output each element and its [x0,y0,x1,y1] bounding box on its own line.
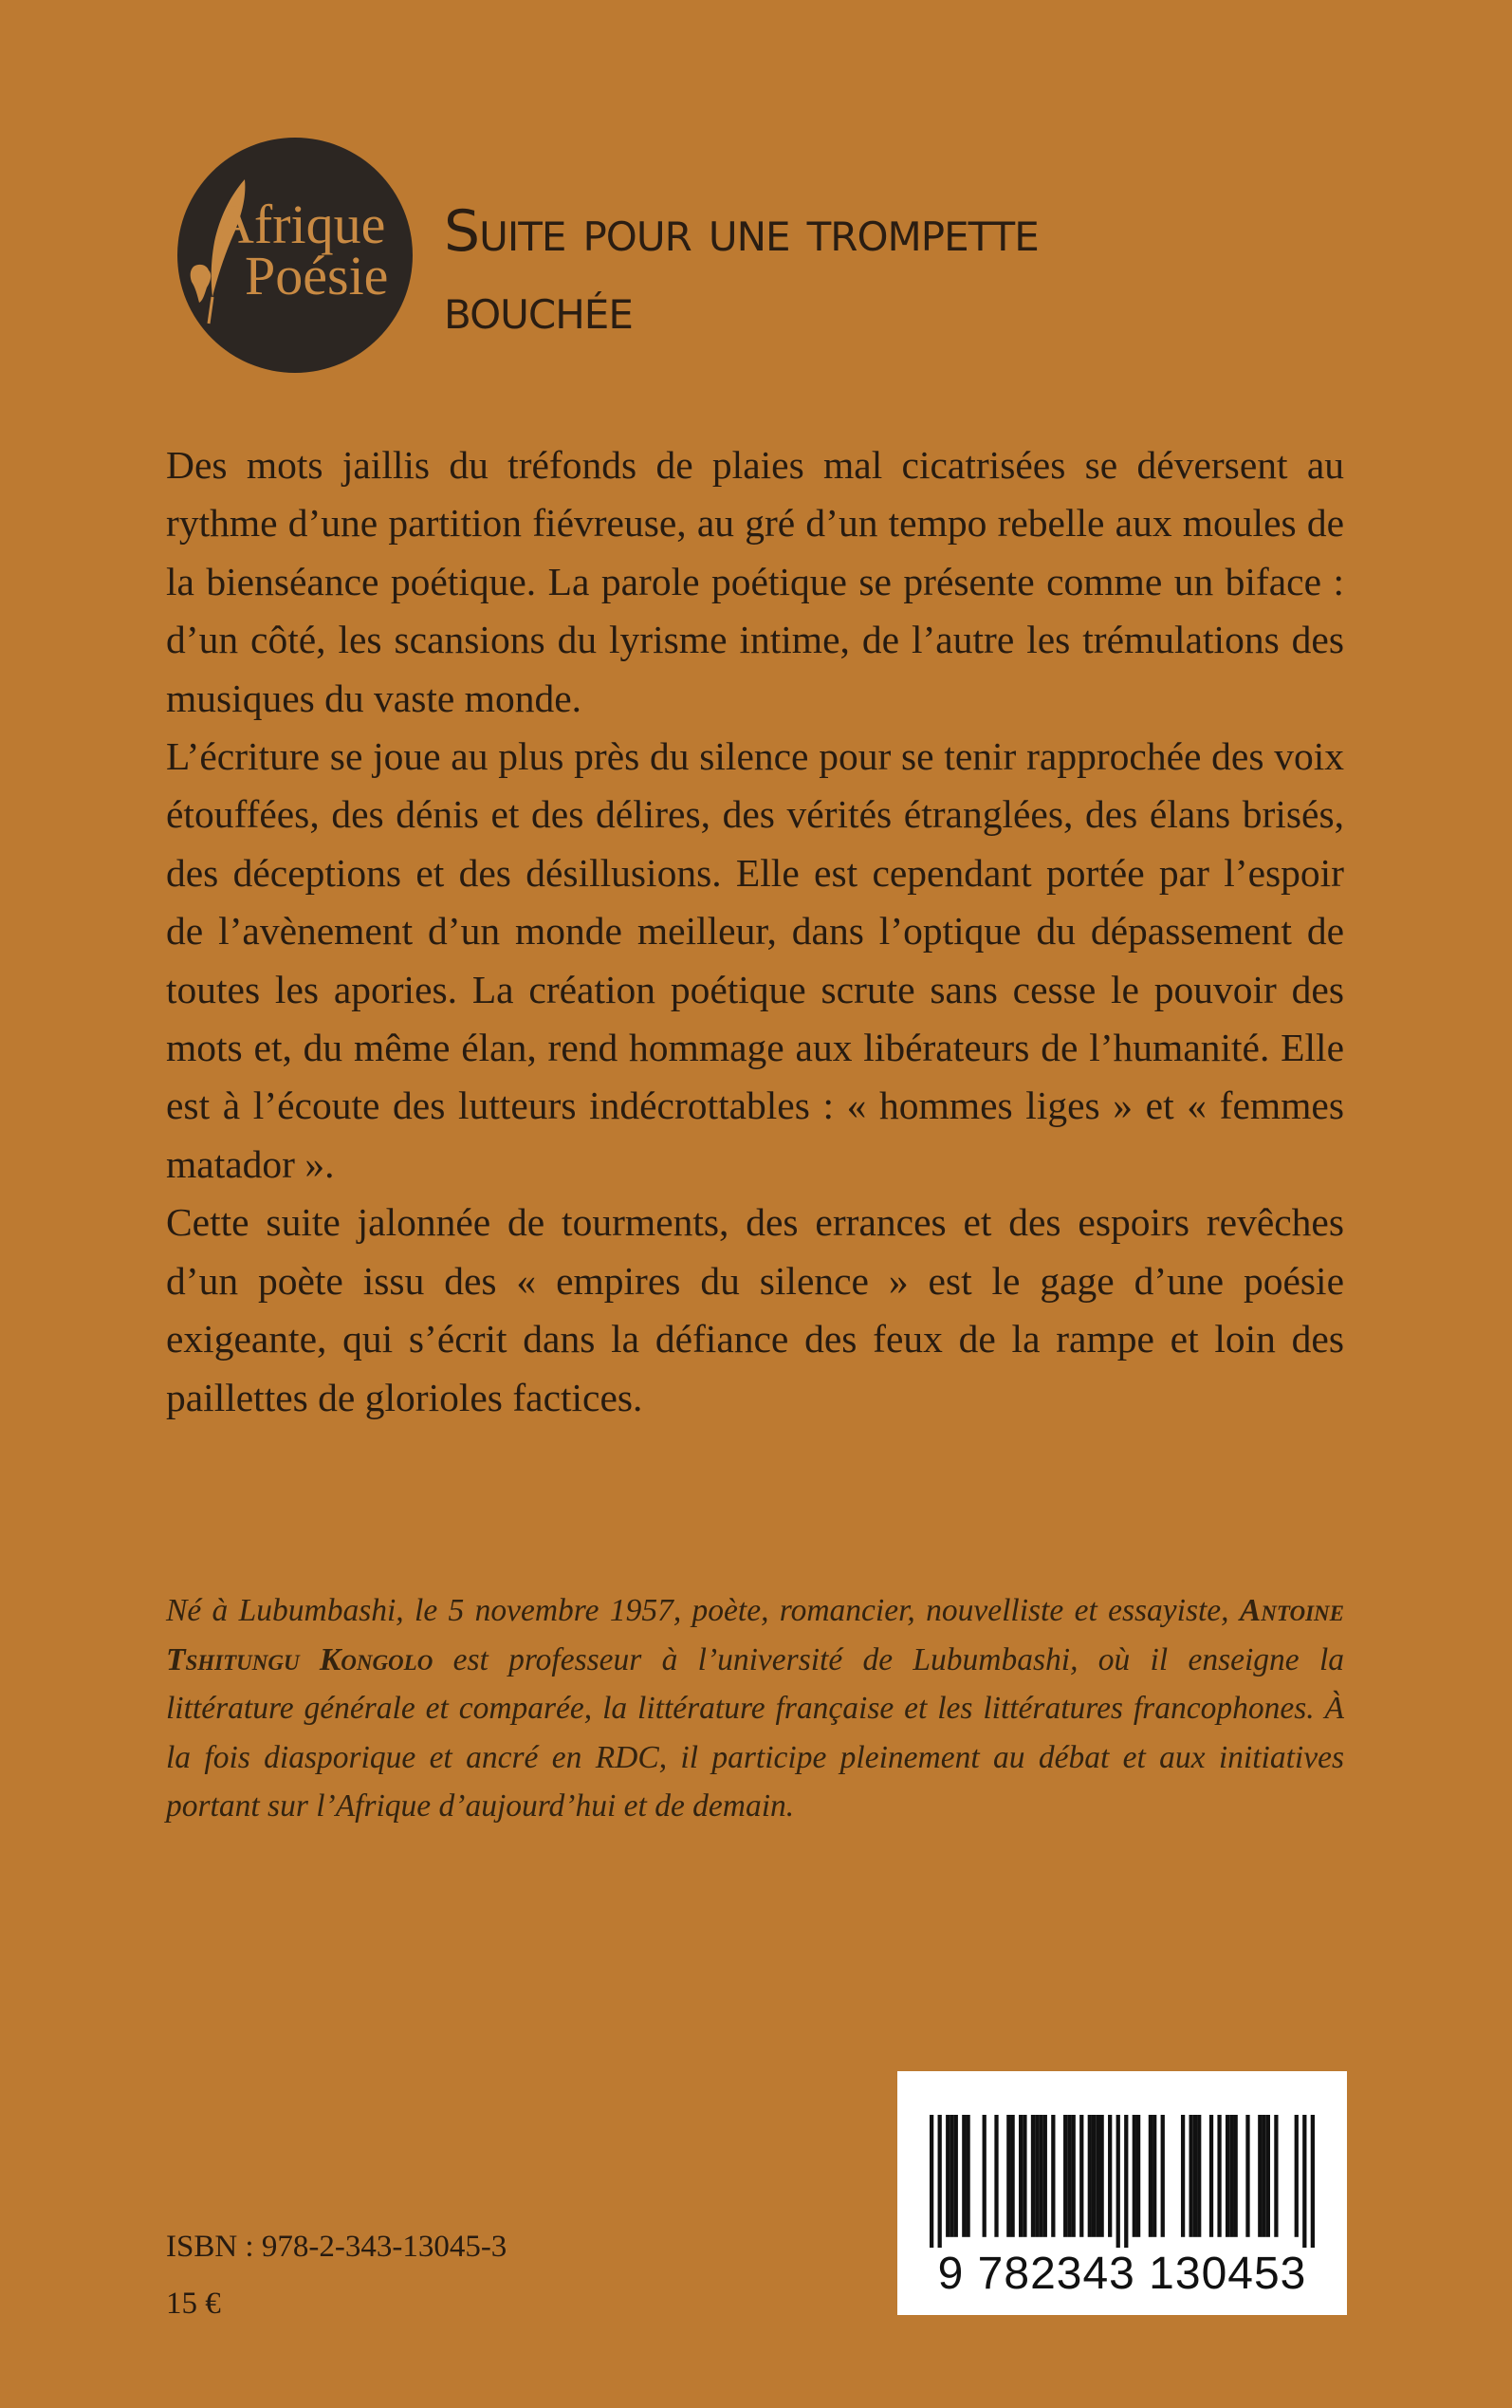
barcode-bar [1088,2115,1092,2237]
barcode-bar [962,2115,966,2237]
barcode-bar [1072,2115,1076,2237]
barcode-bar [954,2115,958,2237]
author-bio [166,1586,1344,1831]
barcode-bar [1229,2115,1233,2237]
barcode-bar [946,2115,950,2237]
barcode-bar [1063,2115,1067,2237]
book-title-line1: Suite pour une trompette [444,198,1039,265]
barcode-bar [1010,2115,1014,2237]
price: 15 € [166,2287,221,2321]
barcode-bar [1295,2115,1299,2237]
book-title-line2: bouchée [444,276,633,343]
barcode-bar [1043,2115,1047,2237]
book-title [444,193,1039,348]
barcode-bar [1189,2115,1193,2237]
barcode [897,2071,1347,2315]
barcode-bar [950,2115,953,2237]
barcode-bar [938,2115,942,2248]
barcode-bar [1197,2115,1201,2237]
barcode-bar [1193,2115,1197,2237]
barcode-bar [1079,2115,1083,2237]
barcode-bar [994,2115,998,2237]
book-summary [166,436,1344,1427]
barcode-bar [1161,2115,1165,2237]
isbn: ISBN : 978-2-343-13045-3 [166,2230,507,2264]
barcode-bar [1133,2115,1136,2237]
barcode-bar [1149,2115,1152,2237]
barcode-bar [1217,2115,1221,2237]
barcode-bar [1274,2115,1278,2237]
barcode-bar [1019,2115,1023,2237]
barcode-bar [1258,2115,1262,2237]
barcode-bar [1302,2115,1306,2248]
barcode-bar [1209,2115,1213,2237]
bio-rest: est professeur à l’université de Lubumbashi, où il enseigne la littérature générale et comparée, la littérature française et les littératures francophones. À la fois diasporique et ancré en RDC, il participe pleinement au débat et aux initiatives portant sur l’Afrique d’aujourd’hui et de demain. [166,1641,1345,1824]
barcode-bar [1006,2115,1010,2237]
barcode-bars [930,2115,1315,2248]
summary-paragraph: Des mots jaillis du tréfonds de plaies mal cicatrisées se déversent au rythme d’une partition fiévreuse, au gré d’un tempo rebelle aux moules de la bienséance poétique. La parole poétique se présente comme un biface : d’un côté, les scansions du lyrisme intime, de l’autre les trémulations des musiques du vaste monde. [166,443,1344,720]
summary-paragraph: L’écriture se joue au plus près du silence pour se tenir rapprochée des voix étouffées, des dénis et des délires, des vérités étranglées, des élans brisés, des déceptions et des désillusions. Elle est cependant portée par l’espoir de l’avènement d’un monde meilleur, dans l’optique du dépassement de toutes les apories. La création poétique scrute sans cesse le pouvoir des mots et, du même élan, rend hommage aux libérateurs de l’humanité. Elle est à l’écoute des lutteurs indécrottables : « hommes liges » et « femmes matador ». [166,734,1344,1186]
barcode-bar [1124,2115,1128,2248]
barcode-bar [1226,2115,1229,2237]
barcode-bar [1262,2115,1265,2237]
barcode-bar [1092,2115,1096,2237]
barcode-bar [1266,2115,1270,2237]
barcode-bar [1234,2115,1238,2237]
barcode-bar [1311,2115,1315,2248]
logo-text-poesie: Poésie [245,245,389,306]
barcode-bar [1245,2115,1249,2237]
barcode-bar [983,2115,986,2237]
barcode-bar [1096,2115,1099,2237]
barcode-bar [1136,2115,1140,2237]
barcode-bar [966,2115,969,2237]
barcode-bar [1023,2115,1026,2237]
barcode-bar [1039,2115,1042,2237]
author-name: Antoine Tshitungu Kongolo [166,1593,1344,1677]
barcode-bar [1035,2115,1039,2237]
barcode-bar [1116,2115,1120,2248]
barcode-bar [930,2115,933,2248]
barcode-number: 9 782343 130453 [937,2249,1307,2299]
barcode-bar [1152,2115,1156,2237]
barcode-bar [1067,2115,1071,2237]
bio-intro: Né à Lubumbashi, le 5 novembre 1957, poète, romancier, nouvelliste et essayiste, [166,1593,1240,1628]
summary-paragraph: Cette suite jalonnée de tourments, des errances et des espoirs revêches d’un poète issu des « empires du silence » est le gage d’une poésie exigeante, qui s’écrit dans la défiance des feux de la rampe et loin des paillettes de glorioles factices. [166,1200,1344,1419]
barcode-bar [1051,2115,1055,2237]
barcode-bar [1181,2115,1185,2237]
barcode-bar [1108,2115,1112,2237]
barcode-bar [1099,2115,1103,2237]
logo-text-afrique: Afrique [214,194,386,255]
barcode-bar [1031,2115,1035,2237]
